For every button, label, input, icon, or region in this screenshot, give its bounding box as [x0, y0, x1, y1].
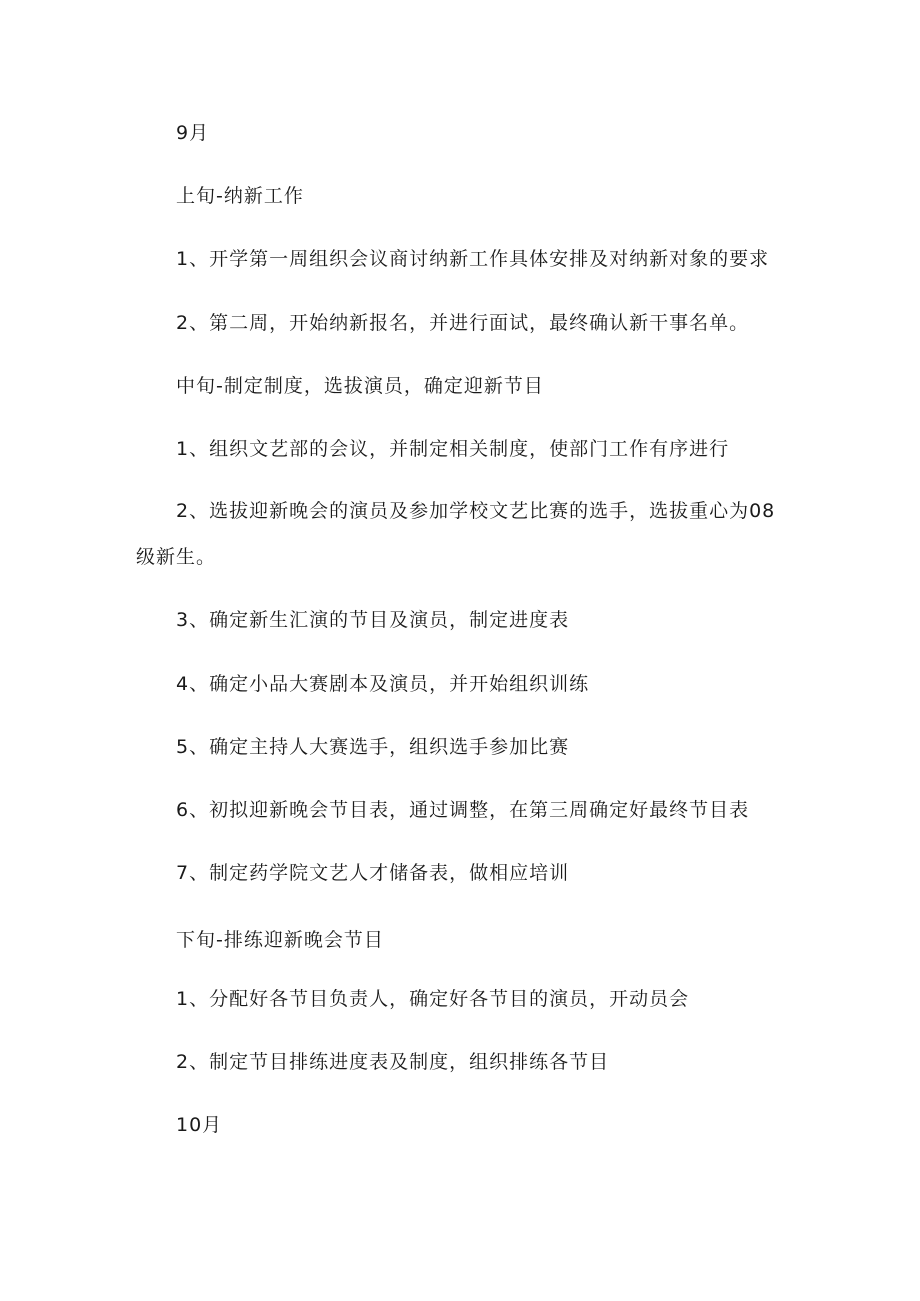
paragraph-item: 1、开学第一周组织会议商讨纳新工作具体安排及对纳新对象的要求 [176, 248, 770, 270]
section-heading-early-month: 上旬-纳新工作 [176, 185, 304, 207]
paragraph-item-continuation: 级新生。 [136, 546, 217, 568]
paragraph-item: 4、确定小品大赛剧本及演员，并开始组织训练 [176, 673, 590, 695]
paragraph-item: 1、分配好各节目负责人，确定好各节目的演员，开动员会 [176, 988, 690, 1010]
paragraph-item: 2、第二周，开始纳新报名，并进行面试，最终确认新干事名单。 [176, 312, 750, 334]
paragraph-item: 1、组织文艺部的会议，并制定相关制度，使部门工作有序进行 [176, 438, 730, 460]
month-heading-october: 10月 [176, 1114, 223, 1136]
paragraph-item: 5、确定主持人大赛选手，组织选手参加比赛 [176, 736, 570, 758]
paragraph-item: 7、制定药学院文艺人才储备表，做相应培训 [176, 862, 570, 884]
paragraph-item: 3、确定新生汇演的节目及演员，制定进度表 [176, 609, 570, 631]
section-heading-late-month: 下旬-排练迎新晚会节目 [176, 929, 384, 951]
paragraph-item: 6、初拟迎新晚会节目表，通过调整，在第三周确定好最终节目表 [176, 799, 750, 821]
month-heading-september: 9月 [176, 122, 210, 144]
section-heading-mid-month: 中旬-制定制度，选拔演员，确定迎新节目 [176, 375, 544, 397]
paragraph-item: 2、制定节目排练进度表及制度，组织排练各节目 [176, 1051, 610, 1073]
paragraph-item: 2、选拔迎新晚会的演员及参加学校文艺比赛的选手，选拔重心为08 [176, 500, 776, 522]
